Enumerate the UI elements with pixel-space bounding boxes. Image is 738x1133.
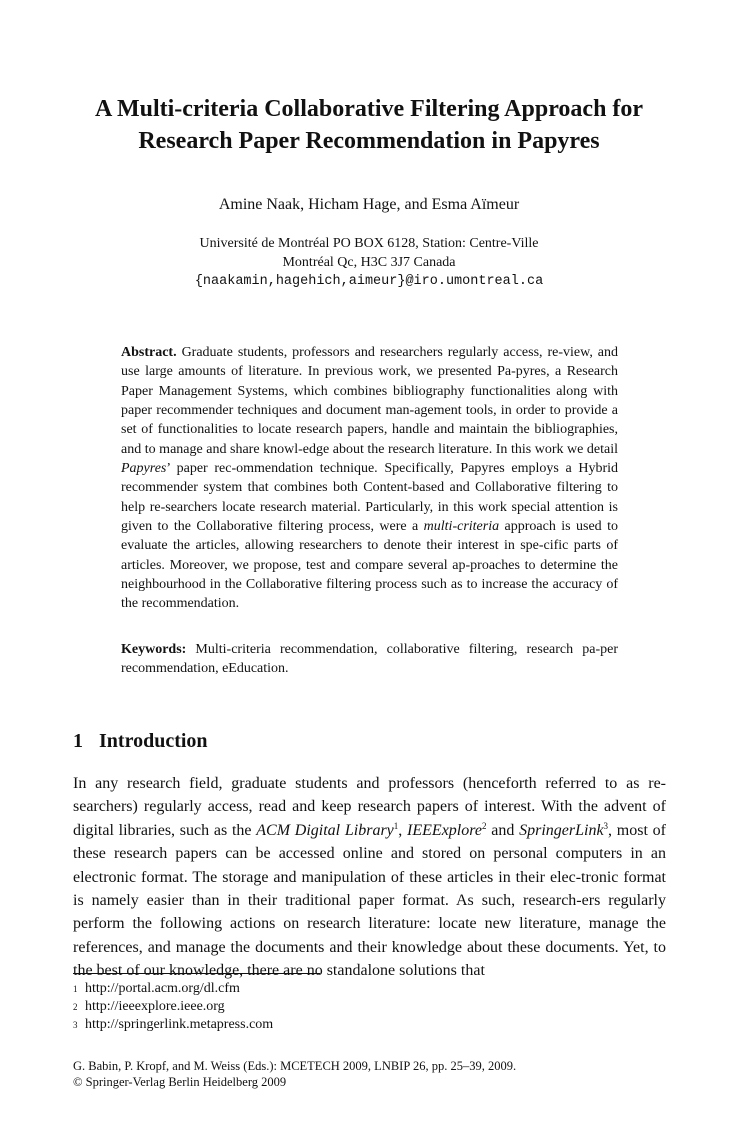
keywords — [121, 640, 618, 679]
author-list: Amine Naak, Hicham Hage, and Esma Aïmeur — [218, 196, 520, 213]
footnote-link-2[interactable]: http://ieeexplore.ieee.org — [85, 999, 225, 1014]
abstract-emphasis-multicriteria: multi-criteria — [423, 519, 500, 535]
title-line-2: Research Paper Recommendation in Papyres — [138, 128, 600, 154]
publication-citation: G. Babin, P. Kropf, and M. Weiss (Eds.): MCETECH 2009, LNBIP 26, pp. 25–39, 2009. — [73, 1059, 517, 1073]
publication-info — [73, 1058, 673, 1090]
abstract-text-3: approach is used to evaluate the articles, allowing researchers to denote their interest in spe-cific parts of articles. Moreover, we propose, test and compare several ap-proaches to determine the neighbourhood in the Collaborative filtering process such as to increase the accuracy of the recommendation. — [121, 519, 618, 612]
footnote-link-3[interactable]: http://springerlink.metapress.com — [85, 1017, 274, 1032]
footnote-1: 1 http://portal.acm.org/dl.cfm — [73, 981, 240, 996]
affiliation-line-1: Université de Montréal PO BOX 6128, Station: Centre-Ville — [199, 236, 539, 251]
publication-copyright: © Springer-Verlag Berlin Heidelberg 2009 — [73, 1075, 287, 1089]
footnote-3: 3 http://springerlink.metapress.com — [73, 1017, 274, 1032]
section-number: 1 — [73, 730, 83, 752]
section-heading-introduction — [73, 728, 208, 754]
title-line-1: A Multi-criteria Collaborative Filtering Approach for — [94, 96, 644, 122]
abstract — [121, 343, 618, 614]
footnotes — [73, 980, 573, 1034]
abstract-text-1: Graduate students, professors and researchers regularly access, re-view, and use large amounts of literature. In previous work, we presented Pa-pyres, a Research Paper Management Systems, which combines bibliography functionalities along with paper recommender techniques and document man-agement tools, in order to provide a set of functionalities to locate research papers, handle and maintain the bibliographies, and to manage and share knowl-edge about the research literature. In this work we detail — [121, 345, 618, 457]
keywords-text: Multi-criteria recommendation, collaborative filtering, research pa-per recommendation, eEducation. — [121, 642, 618, 677]
footnote-divider — [73, 973, 320, 974]
section-title: Introduction — [99, 730, 208, 752]
affiliation-line-2: Montréal Qc, H3C 3J7 Canada — [282, 255, 456, 270]
footnote-2: 2 http://ieeexplore.ieee.org — [73, 999, 225, 1014]
abstract-emphasis-papyres: Papyres — [121, 461, 167, 477]
footnote-ref-2[interactable]: 2 — [481, 820, 487, 831]
keywords-label: Keywords: — [121, 642, 187, 657]
affiliation-block — [40, 234, 698, 291]
intro-library-acm: ACM Digital Library — [256, 821, 394, 839]
introduction-paragraph — [73, 772, 666, 983]
intro-library-ieee: IEEExplore — [407, 821, 482, 839]
paper-title — [40, 93, 698, 157]
footnote-ref-3[interactable]: 3 — [603, 820, 609, 831]
abstract-label: Abstract. — [121, 345, 177, 360]
intro-text-4: , most of these research papers can be accessed online and stored on personal computers in an electronic format. The storage and manipulation of these articles in their elec-tronic format is namely easier than in their traditional paper format. As such, research-ers regularly perform the following actions on research literature: locate new literature, manage the references, and manage the documents and their knowledge about these documents. Yet, to the best of our knowledge, there are no standalone solutions that — [73, 821, 666, 980]
footnote-ref-1[interactable]: 1 — [393, 820, 399, 831]
intro-library-springer: SpringerLink — [519, 821, 604, 839]
author-emails: {naakamin,hagehich,aimeur}@iro.umontreal.ca — [194, 274, 544, 289]
intro-text-1: In any research field, graduate students and professors (henceforth referred to as re-searchers) regularly access, read and keep research papers of interest. With the advent of digital libraries, such as the — [73, 775, 666, 839]
intro-text-3: and — [486, 821, 520, 839]
abstract-text-2: ’ paper rec-ommendation technique. Specifically, Papyres employs a Hybrid recommender system that combines both Content-based and Collaborative filtering to help re-searchers locate research material. Particularly, in this work special attention is given to the Collaborative filtering process, were a — [121, 461, 618, 535]
intro-text-2: , — [398, 821, 408, 839]
footnote-link-1[interactable]: http://portal.acm.org/dl.cfm — [85, 981, 240, 996]
